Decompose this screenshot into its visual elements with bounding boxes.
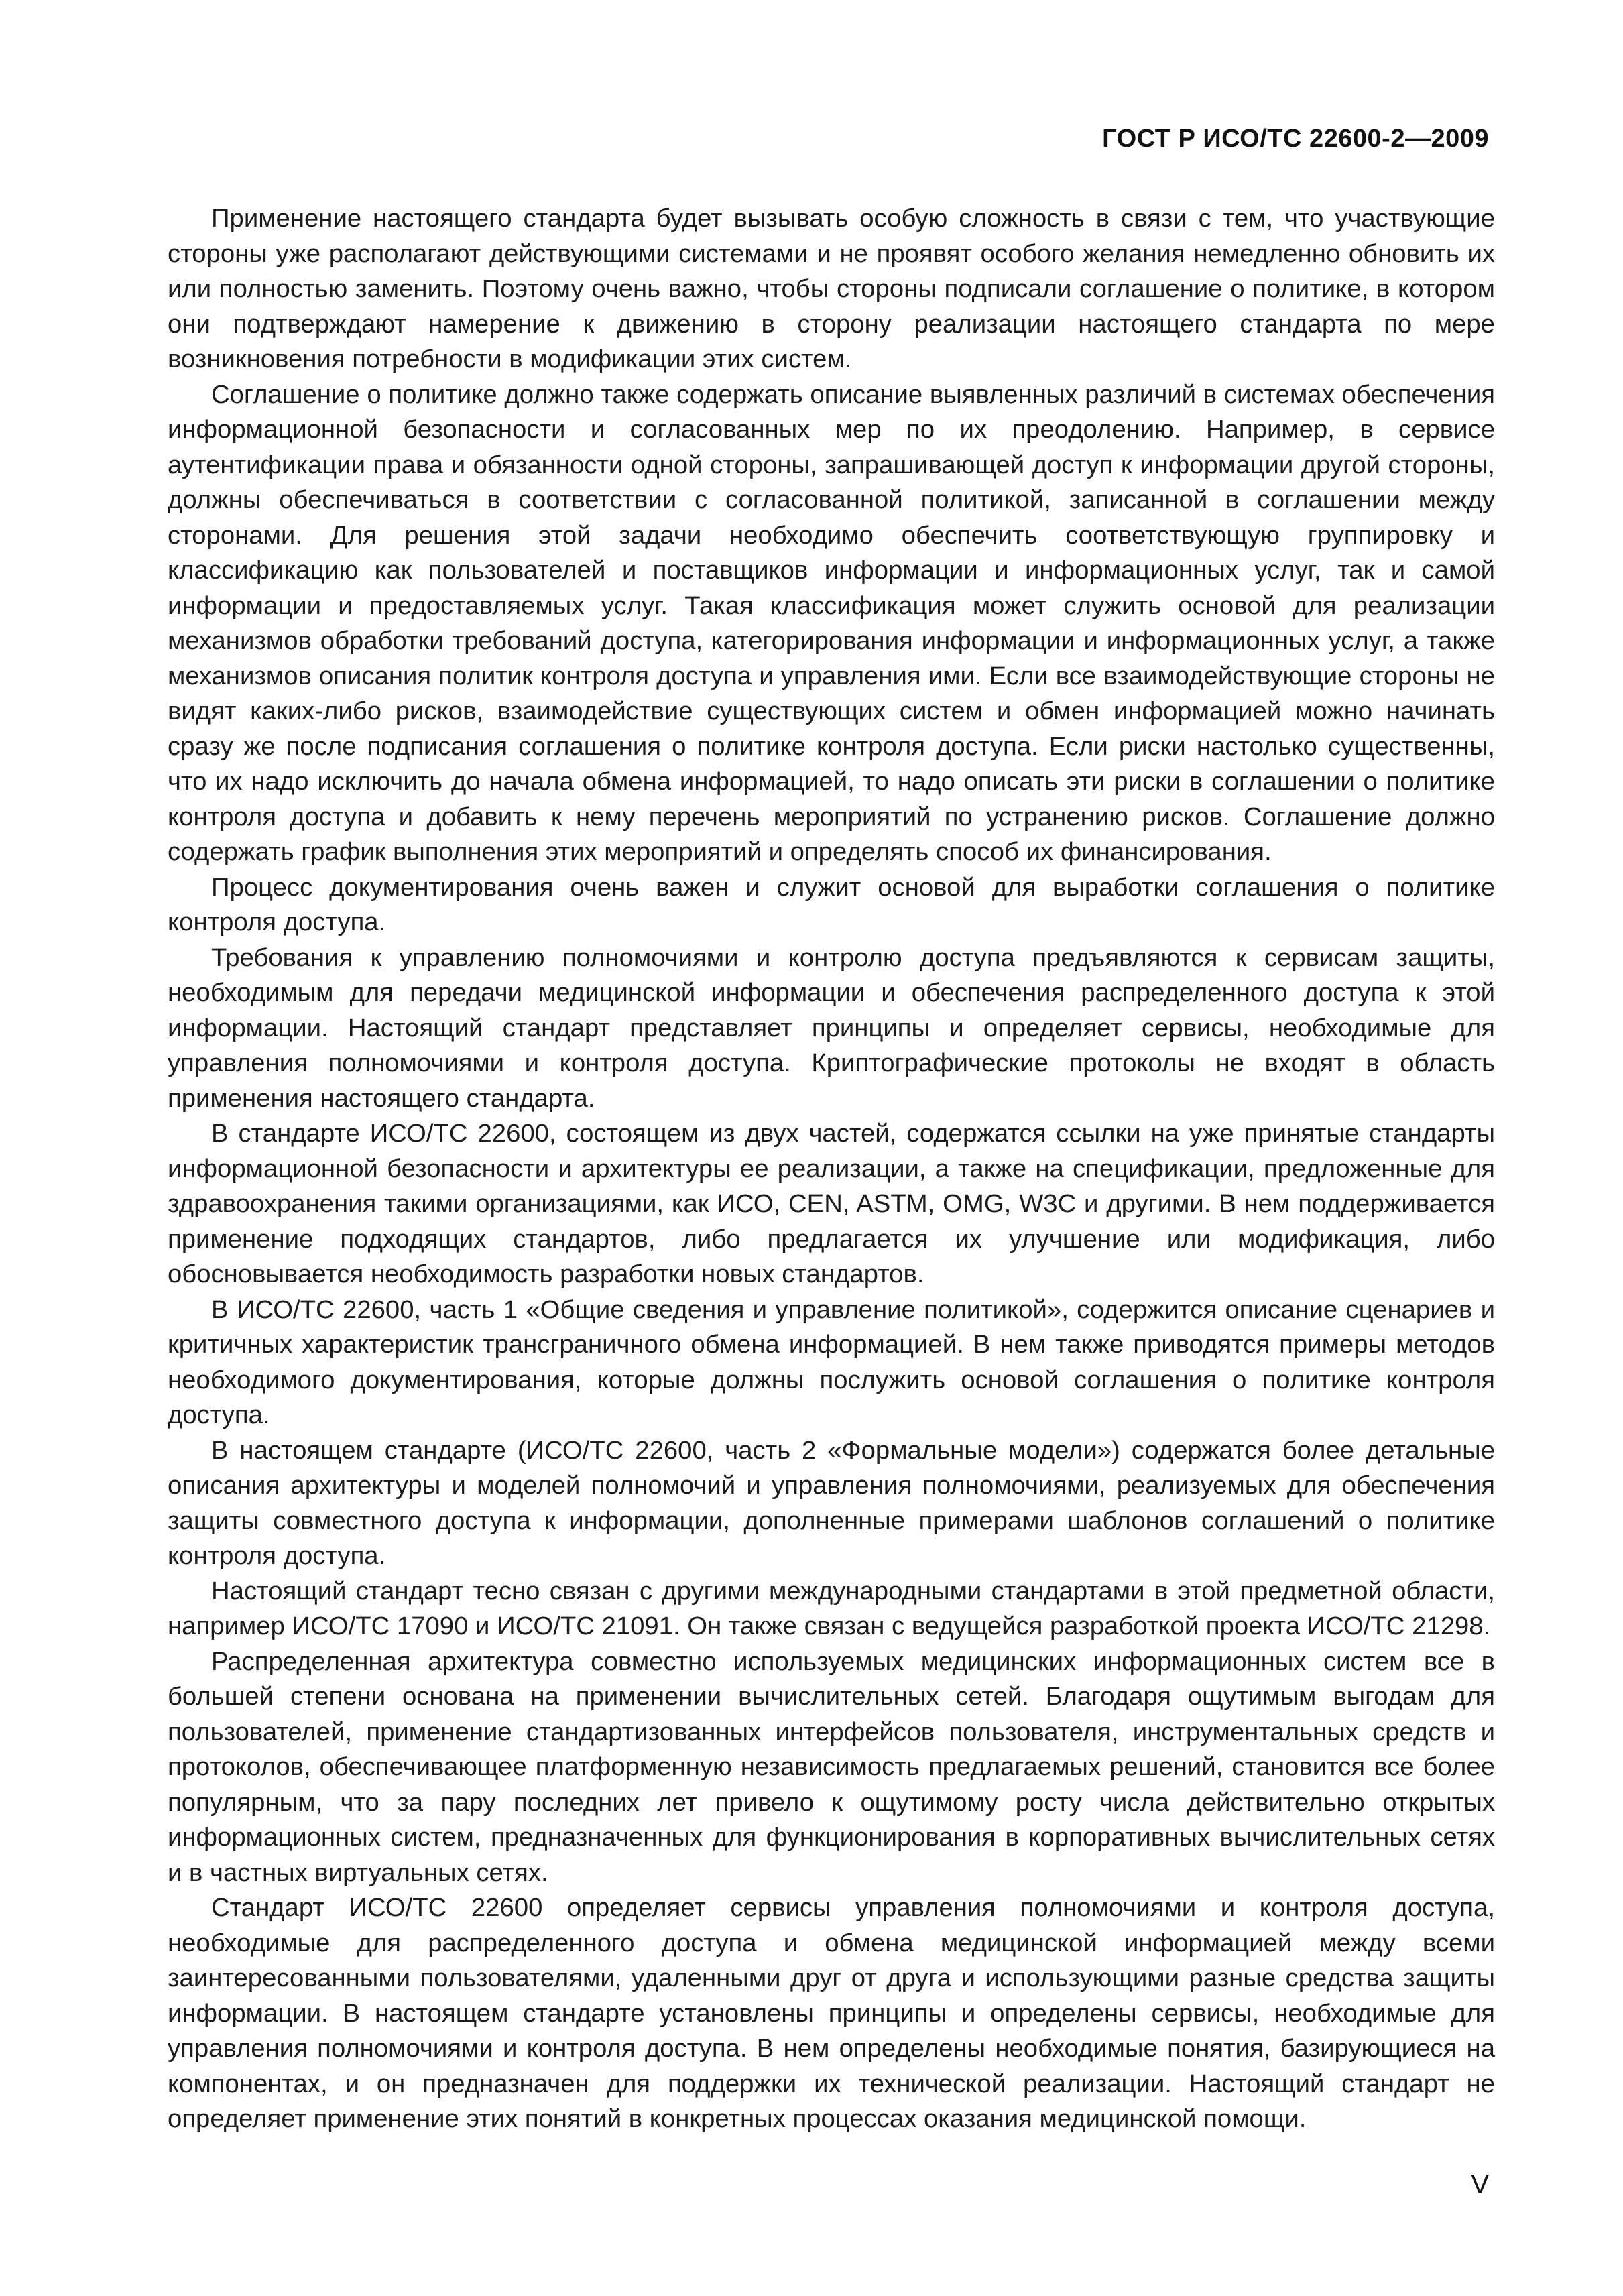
paragraph-1: Применение настоящего стандарта будет вызывать особую сложность в связи с тем, что участвующие стороны уже располагают действующими системами и не проявят особого желания немедленно обновить их или полностью заменить. Поэтому очень важно, чтобы стороны подписали соглашение о политике, в котором они подтверждают намерение к движению в сторону реализации настоящего стандарта по мере возникновения потребности в модификации этих систем. [168,204,1495,373]
paragraph-6: В ИСО/ТС 22600, часть 1 «Общие сведения и управление политикой», содержится описание сценариев и критичных характеристик трансграничного обмена информацией. В нем также приводятся примеры методов необходимого документирования, которые должны послужить основой соглашения о политике контроля доступа. [168,1294,1495,1429]
paragraph-3: Процесс документирования очень важен и служит основой для выработки соглашения о политике контроля доступа. [168,872,1495,936]
page-number: V [1471,2170,1489,2199]
paragraph-10: Стандарт ИСО/ТС 22600 определяет сервисы управления полномочиями и контроля доступа, необходимые для распределенного доступа и обмена медицинской информацией между всеми заинтересованными пользователями, удаленными друг от друга и использующими разные средства защиты информации. В настоящем стандарте установлены принципы и определены сервисы, необходимые для управления полномочиями и контроля доступа. В нем определены необходимые понятия, базирующиеся на компонентах, и он предназначен для поддержки их технической реализации. Настоящий стандарт не определяет применение этих понятий в конкретных процессах оказания медицинской помощи. [168,1893,1495,2133]
document-code-header: ГОСТ Р ИСО/ТС 22600-2—2009 [1102,125,1489,153]
paragraph-2: Соглашение о политике должно также содержать описание выявленных различий в системах обеспечения информационной безопасности и согласованных мер по их преодолению. Например, в сервисе аутентификации права и обязанности одной стороны, запрашивающей доступ к информации другой стороны, должны обеспечиваться в соответствии с согласованной политикой, записанной в соглашении между сторонами. Для решения этой задачи необходимо обеспечить соответствующую группировку и классификацию как пользователей и поставщиков информации и информационных услуг, так и самой информации и предоставляемых услуг. Такая классификация может служить основой для реализации механизмов обработки требований доступа, категорирования информации и информационных услуг, а также механизмов описания политик контроля доступа и управления ими. Если все взаимодействующие стороны не видят каких-либо рисков, взаимодействие существующих систем и обмен информацией можно начинать сразу же после подписания соглашения о политике контроля доступа. Если риски настолько существенны, что их надо исключить до начала обмена информацией, то надо описать эти риски в соглашении о политике контроля доступа и добавить к нему перечень мероприятий по устранению рисков. Соглашение должно содержать график выполнения этих мероприятий и определять способ их финансирования. [168,379,1495,866]
body-text [168,201,1495,2137]
paragraph-7: В настоящем стандарте (ИСО/ТС 22600, часть 2 «Формальные модели») содержатся более детальные описания архитектуры и моделей полномочий и управления полномочиями, реализуемых для обеспечения защиты совместного доступа к информации, дополненные примерами шаблонов соглашений о политике контроля доступа. [168,1435,1495,1570]
paragraph-5: В стандарте ИСО/ТС 22600, состоящем из двух частей, содержатся ссылки на уже принятые стандарты информационной безопасности и архитектуры ее реализации, а также на спецификации, предложенные для здравоохранения такими организациями, как ИСО, CEN, ASTM, OMG, W3C и другими. В нем поддерживается применение подходящих стандартов, либо предлагается их улучшение или модификация, либо обосновывается необходимость разработки новых стандартов. [168,1119,1495,1288]
paragraph-9: Распределенная архитектура совместно используемых медицинских информационных систем все в большей степени основана на применении вычислительных сетей. Благодаря ощутимым выгодам для пользователей, применение стандартизованных интерфейсов пользователя, инструментальных средств и протоколов, обеспечивающее платформенную независимость предлагаемых решений, становится все более популярным, что за пару последних лет привело к ощутимому росту числа действительно открытых информационных систем, предназначенных для функционирования в корпоративных вычислительных сетях и в частных виртуальных сетях. [168,1646,1495,1887]
paragraph-4: Требования к управлению полномочиями и контролю доступа предъявляются к сервисам защиты, необходимым для передачи медицинской информации и обеспечения распределенного доступа к этой информации. Настоящий стандарт представляет принципы и определяет сервисы, необходимые для управления полномочиями и контроля доступа. Криптографические протоколы не входят в область применения настоящего стандарта. [168,943,1495,1113]
paragraph-8: Настоящий стандарт тесно связан с другими международными стандартами в этой предметной области, например ИСО/ТС 17090 и ИСО/ТС 21091. Он также связан с ведущейся разработкой проекта ИСО/ТС 21298. [168,1576,1495,1640]
